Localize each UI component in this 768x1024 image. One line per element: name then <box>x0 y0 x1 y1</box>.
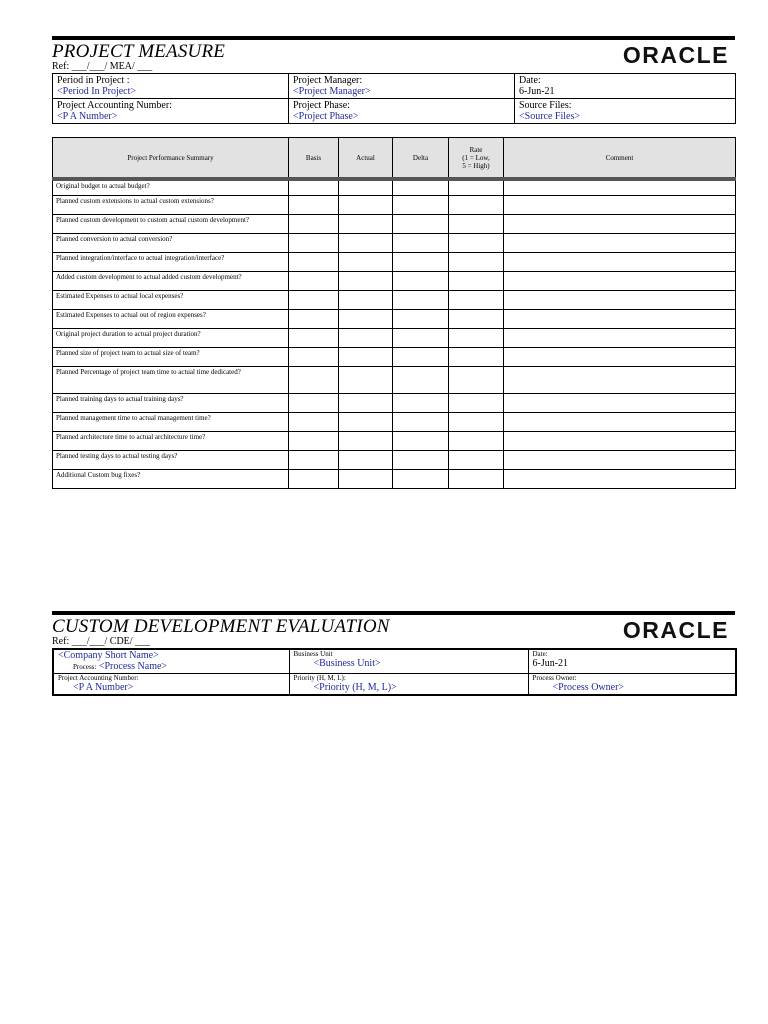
reference-line: Ref: ___/___/ CDE/ ___ <box>52 636 151 647</box>
question-cell: Planned custom development to custom actual custom development? <box>53 214 289 233</box>
pa-number-value[interactable]: <P A Number> <box>57 111 118 122</box>
rate-cell[interactable] <box>449 450 504 469</box>
delta-cell[interactable] <box>393 271 449 290</box>
section-top-rule <box>52 36 735 40</box>
table-row <box>53 450 736 469</box>
date-label: Date: <box>519 75 541 86</box>
header-summary: Project Performance Summary <box>53 138 289 180</box>
question-cell: Planned training days to actual training days? <box>53 393 289 412</box>
basis-cell[interactable] <box>289 393 339 412</box>
business-unit-cell[interactable] <box>289 649 528 674</box>
header-rate: Rate (1 = Low, 5 = High) <box>449 138 504 180</box>
comment-cell[interactable] <box>504 366 736 393</box>
rate-cell[interactable] <box>449 431 504 450</box>
basis-cell[interactable] <box>289 252 339 271</box>
actual-cell[interactable] <box>339 195 393 214</box>
rate-cell[interactable] <box>449 412 504 431</box>
section-top-rule <box>52 611 735 615</box>
performance-summary-table <box>52 137 736 489</box>
phase-cell[interactable] <box>289 99 515 124</box>
question-cell: Planned testing days to actual testing days? <box>53 450 289 469</box>
table-row <box>53 469 736 488</box>
comment-cell[interactable] <box>504 233 736 252</box>
comment-cell[interactable] <box>504 195 736 214</box>
comment-cell[interactable] <box>504 347 736 366</box>
period-value[interactable]: <Period In Project> <box>57 86 137 97</box>
pa-number-cell[interactable] <box>53 99 289 124</box>
question-cell: Additional Custom bug fixes? <box>53 469 289 488</box>
comment-cell[interactable] <box>504 179 736 195</box>
rate-cell[interactable] <box>449 195 504 214</box>
source-files-value[interactable]: <Source Files> <box>519 111 580 122</box>
rate-cell[interactable] <box>449 366 504 393</box>
process-label: Process: <box>73 663 97 671</box>
comment-cell[interactable] <box>504 290 736 309</box>
actual-cell[interactable] <box>339 469 393 488</box>
question-cell: Planned integration/interface to actual integration/interface? <box>53 252 289 271</box>
oracle-logo: ORACLE <box>622 42 729 68</box>
question-cell: Planned Percentage of project team time to actual time dedicated? <box>53 366 289 393</box>
basis-cell[interactable] <box>289 328 339 347</box>
manager-cell[interactable] <box>289 74 515 99</box>
basis-cell[interactable] <box>289 412 339 431</box>
table-row <box>53 195 736 214</box>
question-cell: Planned custom extensions to actual custom extensions? <box>53 195 289 214</box>
date-value[interactable]: 6-Jun-21 <box>532 658 569 669</box>
comment-cell[interactable] <box>504 469 736 488</box>
table-row <box>53 179 736 195</box>
phase-label: Project Phase: <box>293 100 350 111</box>
date-label: Date: <box>532 650 548 658</box>
delta-cell[interactable] <box>393 366 449 393</box>
basis-cell[interactable] <box>289 179 339 195</box>
manager-value[interactable]: <Project Manager> <box>293 86 371 97</box>
actual-cell[interactable] <box>339 290 393 309</box>
table-row <box>53 214 736 233</box>
comment-cell[interactable] <box>504 450 736 469</box>
actual-cell[interactable] <box>339 309 393 328</box>
actual-cell[interactable] <box>339 328 393 347</box>
basis-cell[interactable] <box>289 431 339 450</box>
question-cell: Planned architecture time to actual architecture time? <box>53 431 289 450</box>
project-measure-section <box>52 36 735 506</box>
question-cell: Planned conversion to actual conversion? <box>53 233 289 252</box>
table-row <box>53 366 736 393</box>
table-row <box>53 431 736 450</box>
date-cell[interactable] <box>515 74 736 99</box>
basis-cell[interactable] <box>289 450 339 469</box>
header-actual: Actual <box>339 138 393 180</box>
delta-cell[interactable] <box>393 450 449 469</box>
question-cell: Original project duration to actual project duration? <box>53 328 289 347</box>
process-value[interactable]: <Process Name> <box>98 661 168 672</box>
rate-cell[interactable] <box>449 469 504 488</box>
rate-cell[interactable] <box>449 271 504 290</box>
project-info-table <box>52 73 736 124</box>
period-label: Period in Project : <box>57 75 130 86</box>
basis-cell[interactable] <box>289 233 339 252</box>
process-owner-value[interactable]: <Process Owner> <box>552 682 625 693</box>
business-unit-value[interactable]: <Business Unit> <box>313 658 381 669</box>
delta-cell[interactable] <box>393 469 449 488</box>
header-basis: Basis <box>289 138 339 180</box>
rate-cell[interactable] <box>449 233 504 252</box>
actual-cell[interactable] <box>339 214 393 233</box>
process-line <box>58 661 285 673</box>
pa-number-value[interactable]: <P A Number> <box>73 682 134 693</box>
header-comment: Comment <box>504 138 736 180</box>
comment-cell[interactable] <box>504 271 736 290</box>
table-row <box>53 393 736 412</box>
delta-cell[interactable] <box>393 290 449 309</box>
basis-cell[interactable] <box>289 271 339 290</box>
actual-cell[interactable] <box>339 366 393 393</box>
evaluation-info-table <box>52 648 737 696</box>
comment-cell[interactable] <box>504 252 736 271</box>
page-title: CUSTOM DEVELOPMENT EVALUATION <box>52 616 390 637</box>
priority-cell[interactable] <box>289 674 528 696</box>
process-owner-label: Process Owner: <box>532 674 577 682</box>
basis-cell[interactable] <box>289 309 339 328</box>
header-delta: Delta <box>393 138 449 180</box>
delta-cell[interactable] <box>393 252 449 271</box>
question-cell: Original budget to actual budget? <box>53 179 289 195</box>
delta-cell[interactable] <box>393 393 449 412</box>
rate-cell[interactable] <box>449 252 504 271</box>
page-title: PROJECT MEASURE <box>52 41 226 62</box>
custom-dev-evaluation-section <box>52 611 735 711</box>
delta-cell[interactable] <box>393 195 449 214</box>
date-cell[interactable] <box>528 649 736 674</box>
rate-cell[interactable] <box>449 179 504 195</box>
period-cell[interactable] <box>53 74 289 99</box>
rate-cell[interactable] <box>449 347 504 366</box>
actual-cell[interactable] <box>339 252 393 271</box>
delta-cell[interactable] <box>393 347 449 366</box>
rate-cell[interactable] <box>449 393 504 412</box>
comment-cell[interactable] <box>504 328 736 347</box>
comment-cell[interactable] <box>504 309 736 328</box>
delta-cell[interactable] <box>393 309 449 328</box>
delta-cell[interactable] <box>393 179 449 195</box>
table-row <box>53 347 736 366</box>
rate-cell[interactable] <box>449 290 504 309</box>
source-files-cell[interactable] <box>515 99 736 124</box>
delta-cell[interactable] <box>393 233 449 252</box>
table-row <box>53 309 736 328</box>
date-value[interactable]: 6-Jun-21 <box>519 86 555 97</box>
question-cell: Added custom development to actual added custom development? <box>53 271 289 290</box>
question-cell: Estimated Expenses to actual out of region expenses? <box>53 309 289 328</box>
actual-cell[interactable] <box>339 179 393 195</box>
question-cell: Estimated Expenses to actual local expenses? <box>53 290 289 309</box>
priority-value[interactable]: <Priority (H, M, L)> <box>313 682 397 693</box>
table-row <box>53 233 736 252</box>
priority-label: Priority (H, M, L): <box>293 674 346 682</box>
delta-cell[interactable] <box>393 412 449 431</box>
basis-cell[interactable] <box>289 366 339 393</box>
business-unit-label: Business Unit <box>293 650 333 658</box>
basis-cell[interactable] <box>289 214 339 233</box>
pa-number-cell[interactable] <box>53 674 289 696</box>
actual-cell[interactable] <box>339 431 393 450</box>
delta-cell[interactable] <box>393 214 449 233</box>
source-files-label: Source Files: <box>519 100 572 111</box>
basis-cell[interactable] <box>289 469 339 488</box>
actual-cell[interactable] <box>339 271 393 290</box>
company-cell[interactable] <box>53 649 289 674</box>
rate-cell[interactable] <box>449 328 504 347</box>
table-row <box>53 271 736 290</box>
table-row <box>53 252 736 271</box>
pa-number-label: Project Accounting Number: <box>57 100 172 111</box>
actual-cell[interactable] <box>339 347 393 366</box>
delta-cell[interactable] <box>393 328 449 347</box>
table-row <box>53 290 736 309</box>
comment-cell[interactable] <box>504 431 736 450</box>
manager-label: Project Manager: <box>293 75 363 86</box>
question-cell: Planned size of project team to actual size of team? <box>53 347 289 366</box>
comment-cell[interactable] <box>504 214 736 233</box>
actual-cell[interactable] <box>339 412 393 431</box>
actual-cell[interactable] <box>339 233 393 252</box>
company-value[interactable]: <Company Short Name> <box>58 650 159 661</box>
basis-cell[interactable] <box>289 195 339 214</box>
rate-cell[interactable] <box>449 214 504 233</box>
basis-cell[interactable] <box>289 347 339 366</box>
basis-cell[interactable] <box>289 290 339 309</box>
actual-cell[interactable] <box>339 450 393 469</box>
process-owner-cell[interactable] <box>528 674 736 696</box>
delta-cell[interactable] <box>393 431 449 450</box>
comment-cell[interactable] <box>504 393 736 412</box>
oracle-logo: ORACLE <box>622 617 729 643</box>
rate-cell[interactable] <box>449 309 504 328</box>
question-cell: Planned management time to actual management time? <box>53 412 289 431</box>
reference-line: Ref: ___/___/ MEA/ ___ <box>52 61 153 72</box>
table-row <box>53 412 736 431</box>
table-row <box>53 328 736 347</box>
phase-value[interactable]: <Project Phase> <box>293 111 359 122</box>
pa-number-label: Project Accounting Number: <box>58 674 139 682</box>
comment-cell[interactable] <box>504 412 736 431</box>
actual-cell[interactable] <box>339 393 393 412</box>
